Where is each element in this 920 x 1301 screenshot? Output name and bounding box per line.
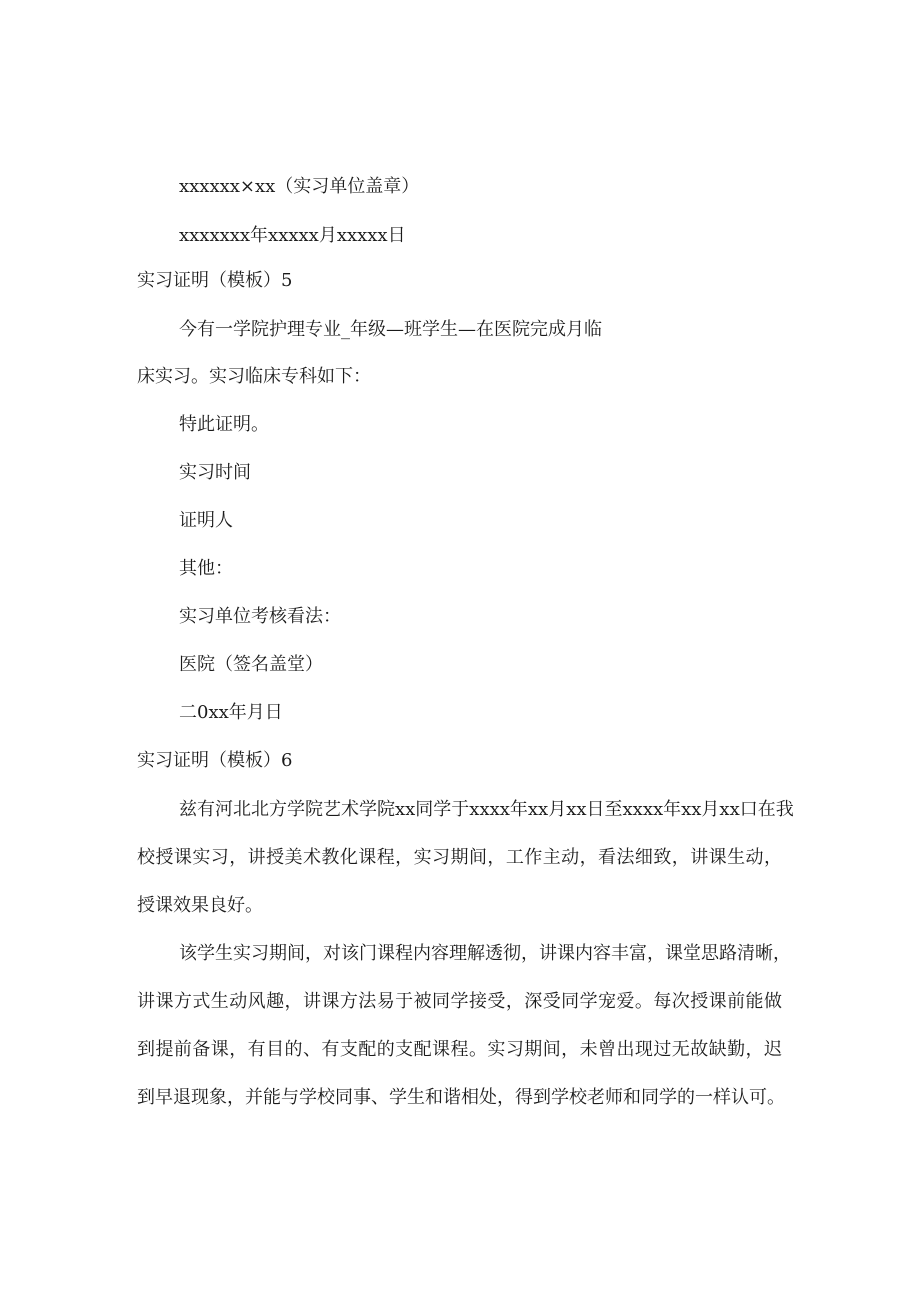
hospital-seal-line: 医院（签名盖堂） (179, 654, 323, 675)
paragraph-line: 到早退现象，并能与学校同事、学生和谐相处，得到学校老师和同学的一样认可。 (137, 1087, 785, 1108)
field-assessment: 实习单位考核看法： (179, 606, 341, 627)
section-title-6: 实习证明（模板）6 (137, 750, 293, 771)
field-certifier: 证明人 (179, 510, 233, 531)
certify-line: 特此证明。 (179, 414, 269, 435)
date-line: xxxxxxx年xxxxx月xxxxx日 (179, 225, 406, 246)
date-line: 二0xx年月日 (179, 702, 283, 723)
paragraph-line: 讲课方式生动风趣，讲课方法易于被同学接受，深受同学宠爱。每次授课前能做 (137, 991, 782, 1012)
field-internship-time: 实习时间 (179, 462, 251, 483)
seal-line: xxxxxx×xx（实习单位盖章） (179, 176, 420, 197)
paragraph-line: 校授课实习，讲授美术教化课程，实习期间，工作主动，看法细致，讲课生动， (137, 847, 782, 868)
paragraph-line: 床实习。实习临床专科如下： (137, 366, 371, 387)
paragraph-line: 授课效果良好。 (137, 895, 263, 916)
paragraph-line: 该学生实习期间，对该门课程内容理解透彻，讲课内容丰富，课堂思路清晰， (179, 943, 791, 964)
section-title-5: 实习证明（模板）5 (137, 270, 293, 291)
paragraph-line: 今有一学院护理专业_年级—班学生—在医院完成月临 (179, 319, 602, 340)
paragraph-line: 兹有河北北方学院艺术学院xx同学于xxxx年xx月xx日至xxxx年xx月xx口在我 (179, 799, 794, 820)
paragraph-line: 到提前备课，有目的、有支配的支配课程。实习期间，未曾出现过无故缺勤，迟 (137, 1039, 782, 1060)
field-other: 其他： (179, 558, 233, 579)
